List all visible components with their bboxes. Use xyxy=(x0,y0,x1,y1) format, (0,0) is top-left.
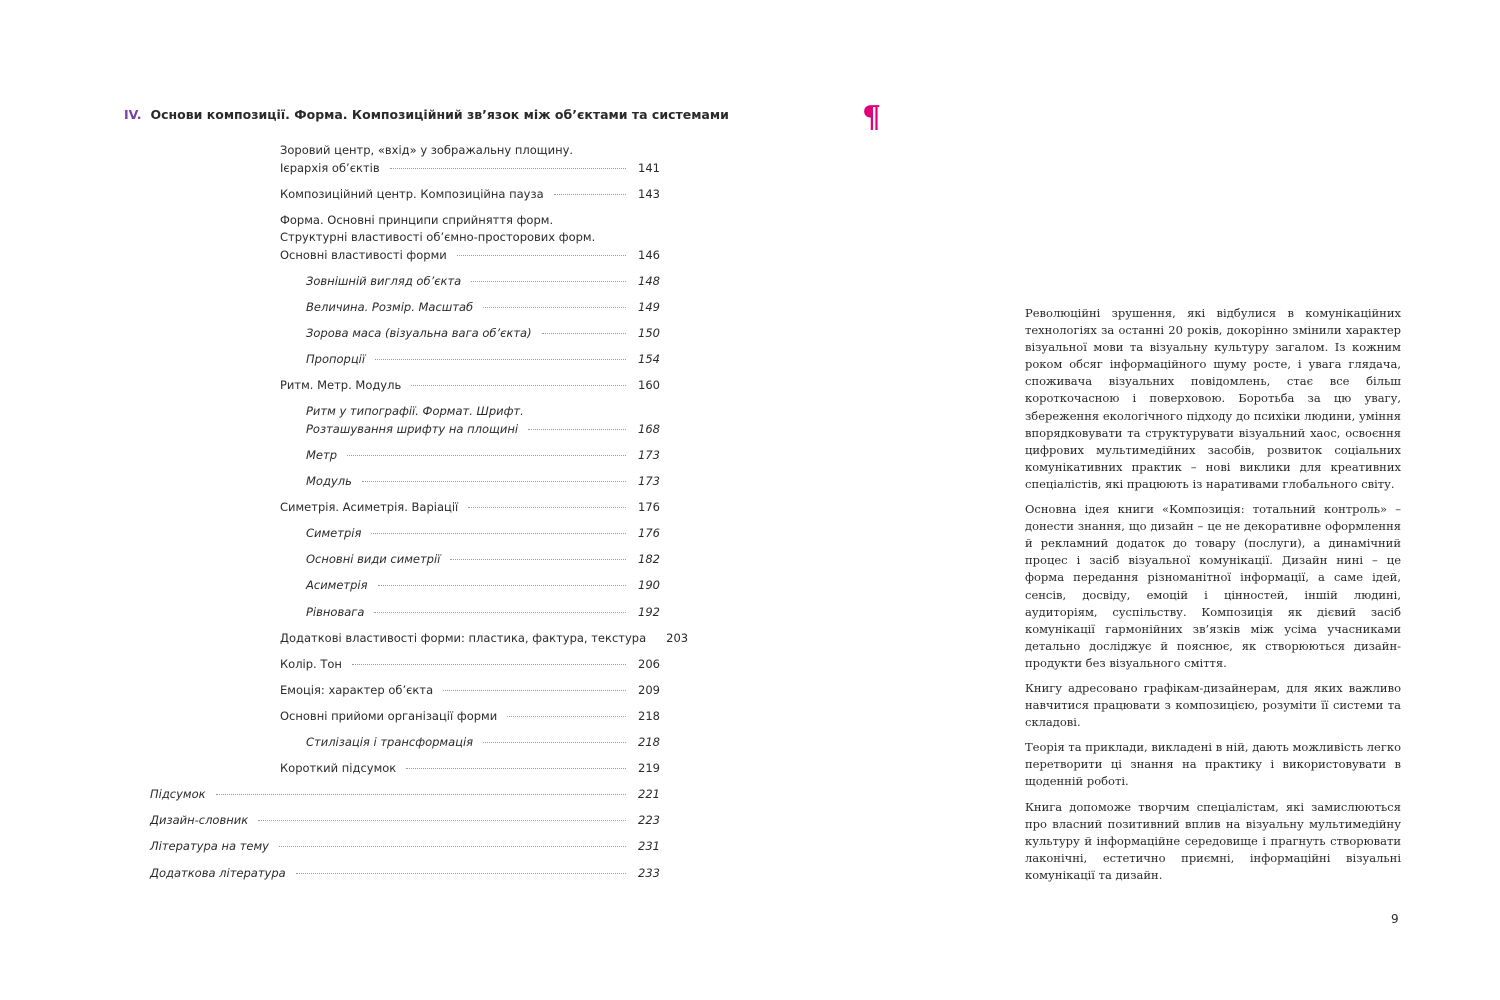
dot-leader xyxy=(390,168,626,169)
dot-leader xyxy=(362,481,626,482)
toc-page-number: 209 xyxy=(638,682,660,697)
dot-leader xyxy=(406,768,626,769)
toc-page-number: 176 xyxy=(638,526,660,541)
toc-entry-title: Рівновага xyxy=(306,604,365,619)
toc-page-number: 148 xyxy=(638,273,660,288)
toc-page-number: 231 xyxy=(638,839,660,854)
toc-page-number: 154 xyxy=(638,352,660,367)
chapter-title: Основи композиції. Форма. Композиційний зв’язок між об’єктами та системами xyxy=(150,107,729,122)
toc-page-number: 160 xyxy=(638,378,660,393)
toc-entry-title-line: Ритм у типографії. Формат. Шрифт. xyxy=(306,404,524,419)
page-number: 9 xyxy=(1391,912,1399,926)
dot-leader xyxy=(371,533,626,534)
dot-leader xyxy=(374,612,626,613)
toc-entry xyxy=(306,351,660,369)
toc-entry-title: Величина. Розмір. Масштаб xyxy=(306,299,474,314)
toc-entry xyxy=(280,377,660,395)
dot-leader xyxy=(279,846,626,847)
intro-paragraph: Революційні зрушення, які відбулися в комунікаційних технологіях за останні 20 років, докорінно змінили характер візуальної мови та візуальну культуру загалом. Із кожним роком обсяг інформаційного шуму росте, і увага глядача, споживача візуальних повідомлень, стає все більш короткочасною і поверховою. Боротьба за цю увагу, збереження екологічного підходу до психіки людини, уміння впорядковувати та структурувати візуальний хаос, освоєння цифрових мультимедійних засобів, розвиток соціальних комунікативних практик – нові виклики для креативних спеціалістів, які працюють із наративами глобального світу. xyxy=(1025,306,1401,491)
toc-entry xyxy=(306,299,660,317)
dot-leader xyxy=(347,455,626,456)
toc-entry-title: Основні види симетрії xyxy=(306,552,441,567)
toc-page-number: 190 xyxy=(638,578,660,593)
toc-page-number: 233 xyxy=(638,865,660,880)
toc-page-number: 218 xyxy=(638,735,660,749)
toc-entry-title: Ритм. Метр. Модуль xyxy=(280,378,402,393)
toc-entry-title: Асиметрія xyxy=(306,578,368,593)
toc-entry-title: Короткий підсумок xyxy=(280,761,397,776)
intro-paragraph: Основна ідея книги «Композиція: тотальний контроль» – донести знання, що дизайн – це не декоративне оформлення й рекламний додаток до товару (послуги), а динамічний процес і засіб візуальної комунікації. Дизайн нині – це форма передання різноманітної інформації, а саме ідей, сенсів, досвіду, емоцій і цінностей, іншій людині, аудиторіям, суспільству. Композиція як дієвий засіб комунікації гармонійних зв’язків між усіма учасниками детально досліджує й пояснює, як створюються дизайн-продукти без візуального сміття. xyxy=(1025,502,1401,670)
toc-entry-title: Симетрія. Асиметрія. Варіації xyxy=(280,500,459,515)
dot-leader xyxy=(378,585,626,586)
toc-entry-title: Дизайн-словник xyxy=(150,813,249,828)
dot-leader xyxy=(375,359,626,360)
toc-entry xyxy=(150,865,660,883)
dot-leader xyxy=(258,820,626,821)
toc-page-number: 221 xyxy=(638,787,660,802)
dot-leader xyxy=(450,559,626,560)
dot-leader xyxy=(411,385,626,386)
toc-entry xyxy=(306,325,660,343)
toc-entry xyxy=(306,577,660,595)
toc-entry xyxy=(306,551,660,569)
toc-entry-title: Емоція: характер об’єкта xyxy=(280,682,434,697)
intro-paragraph: Теорія та приклади, викладені в ній, дають можливість легко перетворити ці знання на практику і використовувати в щоденній роботі. xyxy=(1025,740,1401,789)
toc-entry-title: Зорова маса (візуальна вага об’єкта) xyxy=(306,326,532,340)
toc-page-number: 218 xyxy=(638,708,660,723)
dot-leader xyxy=(457,255,626,256)
toc-entry xyxy=(150,838,660,856)
chapter-number: IV. xyxy=(124,107,142,122)
toc-entry xyxy=(280,708,660,726)
dot-leader xyxy=(528,429,626,430)
toc-entry-title: Розташування шрифту на площині xyxy=(306,421,519,436)
chapter-heading xyxy=(124,107,729,122)
toc-entry xyxy=(280,630,689,648)
toc-entry-title-line: Зоровий центр, «вхід» у зображальну площину. xyxy=(280,143,574,157)
toc-entry-title: Симетрія xyxy=(306,526,362,541)
toc-entry xyxy=(280,760,660,778)
toc-entry-title: Композиційний центр. Композиційна пауза xyxy=(280,186,544,201)
toc-entry-title-line: Структурні властивості об’ємно-просторових форм. xyxy=(280,230,596,245)
toc-entry-title: Додаткові властивості форми: пластика, фактура, текстура xyxy=(280,630,647,645)
toc-page-number: 150 xyxy=(638,326,660,340)
toc-page-number: 182 xyxy=(638,552,660,567)
toc-entry xyxy=(150,812,660,830)
toc-page-number: 219 xyxy=(638,761,660,776)
toc-entry xyxy=(306,273,660,291)
toc-entry-title: Підсумок xyxy=(150,787,206,802)
toc-page-number: 173 xyxy=(638,474,660,488)
toc-entry-title: Додаткова література xyxy=(150,865,286,880)
toc-entry xyxy=(280,656,660,674)
dot-leader xyxy=(554,194,626,195)
toc-page-number: 192 xyxy=(638,604,660,619)
dot-leader xyxy=(296,873,626,874)
toc-entry xyxy=(306,604,660,622)
intro-paragraph: Книга допоможе творчим спеціалістам, які замислюються про власний позитивний вплив на візуальну мультимедійну культуру й інформаційне середовище і прагнуть створювати лаконічні, естетично приємні, інформаційні візуальні комунікації та дизайн. xyxy=(1025,799,1401,882)
pilcrow-icon: ¶ xyxy=(862,100,882,135)
toc-page-number: 141 xyxy=(638,160,660,175)
toc-entry xyxy=(280,212,660,265)
toc-entry-title: Зовнішній вигляд об’єкта xyxy=(306,273,462,288)
toc-entry xyxy=(280,682,660,700)
toc-entry-title: Стилізація і трансформація xyxy=(306,735,474,749)
toc-entry-title: Колір. Тон xyxy=(280,656,342,671)
toc-entry-title: Пропорції xyxy=(306,352,366,367)
dot-leader xyxy=(468,507,626,508)
dot-leader xyxy=(443,690,626,691)
toc-entry xyxy=(306,734,660,752)
toc-entry-title: Модуль xyxy=(306,474,352,488)
dot-leader xyxy=(352,664,626,665)
toc-page-number: 176 xyxy=(638,500,660,515)
dot-leader xyxy=(507,716,626,717)
toc-entry-title: Література на тему xyxy=(150,839,269,854)
toc-entry xyxy=(306,447,660,465)
toc-entry xyxy=(306,525,660,543)
toc-entry-title: Метр xyxy=(306,447,337,462)
toc-page-number: 173 xyxy=(638,447,660,462)
toc-entry xyxy=(150,786,660,804)
toc-entry xyxy=(280,142,660,177)
dot-leader xyxy=(216,794,626,795)
toc-page-number: 203 xyxy=(666,630,689,645)
intro-text xyxy=(1025,305,1401,892)
toc-entry-title: Ієрархія об’єктів xyxy=(280,160,380,175)
toc-entry-title-line: Форма. Основні принципи сприйняття форм. xyxy=(280,212,554,227)
dot-leader xyxy=(483,742,626,743)
dot-leader xyxy=(471,281,626,282)
toc-page-number: 143 xyxy=(638,186,660,201)
dot-leader xyxy=(483,307,626,308)
toc-entry xyxy=(280,499,660,517)
toc-entry xyxy=(306,403,660,438)
toc-page-number: 149 xyxy=(638,299,660,314)
toc-entry xyxy=(306,473,660,491)
dot-leader xyxy=(542,333,626,334)
toc-page-number: 223 xyxy=(638,813,660,828)
intro-paragraph: Книгу адресовано графікам-дизайнерам, для яких важливо навчитися працювати з композицією, розуміти її системи та складові. xyxy=(1025,680,1401,730)
toc-page-number: 168 xyxy=(638,421,660,436)
toc-entry-title: Основні властивості форми xyxy=(280,247,447,262)
toc-page-number: 206 xyxy=(638,656,660,671)
toc-page-number: 146 xyxy=(638,247,660,262)
toc-entry-title: Основні прийоми організації форми xyxy=(280,708,498,723)
toc-entry xyxy=(280,186,660,204)
